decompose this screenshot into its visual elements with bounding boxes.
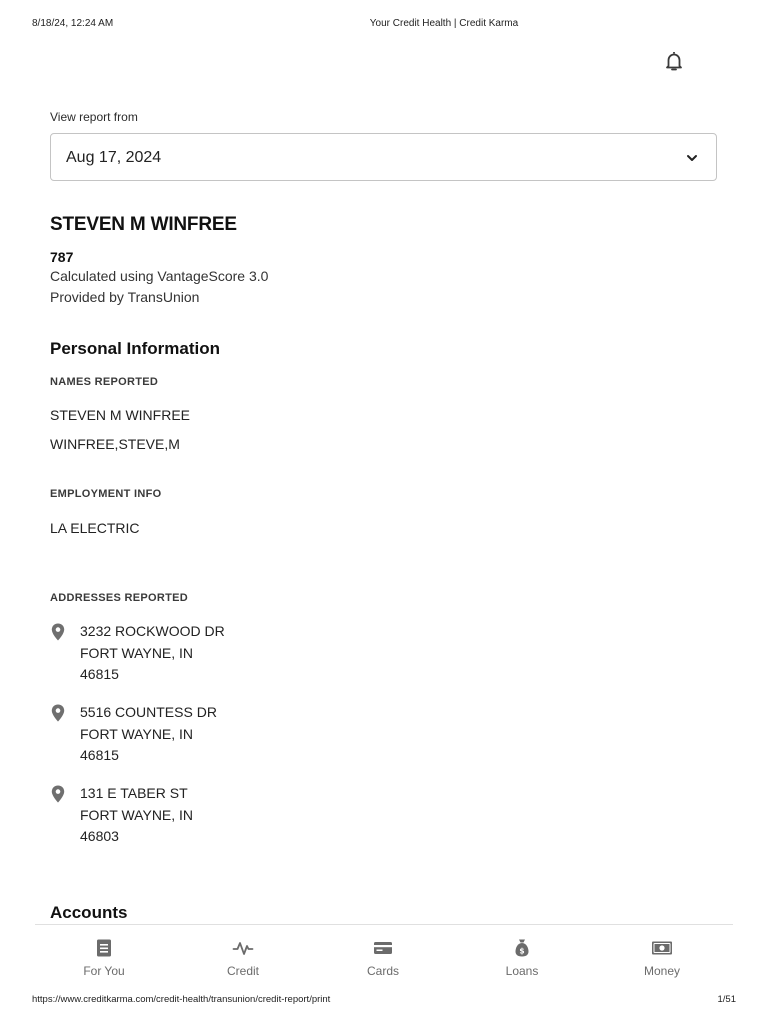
person-name: STEVEN M WINFREE	[50, 214, 237, 235]
svg-text:$: $	[519, 946, 525, 956]
cash-icon	[651, 937, 673, 959]
address-street: 5516 COUNTESS DR	[80, 704, 217, 720]
location-pin-icon	[51, 785, 65, 803]
reported-name: WINFREE,STEVE,M	[50, 436, 180, 452]
score-provider: Provided by TransUnion	[50, 289, 200, 305]
accounts-title: Accounts	[50, 903, 128, 922]
money-bag-icon	[511, 937, 533, 959]
employer: LA ELECTRIC	[50, 520, 140, 536]
location-pin-icon	[51, 704, 65, 722]
clipboard-icon	[93, 937, 115, 959]
print-page-number: 1/51	[717, 994, 736, 1005]
reported-name: STEVEN M WINFREE	[50, 407, 191, 423]
personal-info-title: Personal Information	[50, 339, 221, 358]
employment-info-label: EMPLOYMENT INFO	[50, 488, 162, 500]
bell-icon[interactable]	[662, 49, 686, 73]
nav-item-for-you[interactable]	[54, 937, 154, 978]
nav-label: Cards	[366, 964, 399, 978]
print-date: 8/18/24, 12:24 AM	[32, 18, 114, 29]
pulse-icon	[232, 937, 254, 959]
credit-score: 787	[50, 249, 74, 265]
report-date-select[interactable]	[50, 133, 717, 181]
address-city-state: FORT WAYNE, IN	[80, 806, 194, 823]
chevron-down-icon	[685, 151, 699, 165]
location-pin-icon	[51, 623, 65, 641]
address-street: 131 E TABER ST	[80, 785, 188, 801]
view-report-label: View report from	[50, 110, 138, 124]
nav-label: Loans	[505, 964, 539, 978]
bottom-nav	[35, 924, 733, 984]
addresses-reported-label: ADDRESSES REPORTED	[50, 592, 189, 604]
address-zip: 46803	[80, 828, 119, 844]
score-model: Calculated using VantageScore 3.0	[50, 268, 269, 284]
nav-item-loans[interactable]	[472, 937, 572, 978]
nav-label: Credit	[226, 964, 259, 978]
address-city-state: FORT WAYNE, IN	[80, 725, 194, 742]
address-zip: 46815	[80, 666, 119, 682]
address-street: 3232 ROCKWOOD DR	[80, 623, 225, 639]
print-url: https://www.creditkarma.com/credit-health/transunion/credit-report/print	[32, 994, 331, 1005]
print-header	[0, 18, 768, 32]
address-zip: 46815	[80, 747, 119, 763]
nav-label: For You	[83, 964, 125, 978]
names-reported-label: NAMES REPORTED	[50, 376, 159, 388]
nav-label: Money	[643, 964, 681, 978]
report-date-value: Aug 17, 2024	[66, 149, 162, 166]
credit-card-icon	[372, 937, 394, 959]
nav-item-money[interactable]	[612, 937, 712, 978]
address-city-state: FORT WAYNE, IN	[80, 644, 194, 661]
nav-item-cards[interactable]	[333, 937, 433, 978]
nav-item-credit[interactable]	[193, 937, 293, 978]
print-page-title: Your Credit Health | Credit Karma	[369, 18, 519, 29]
print-footer	[0, 994, 768, 1008]
